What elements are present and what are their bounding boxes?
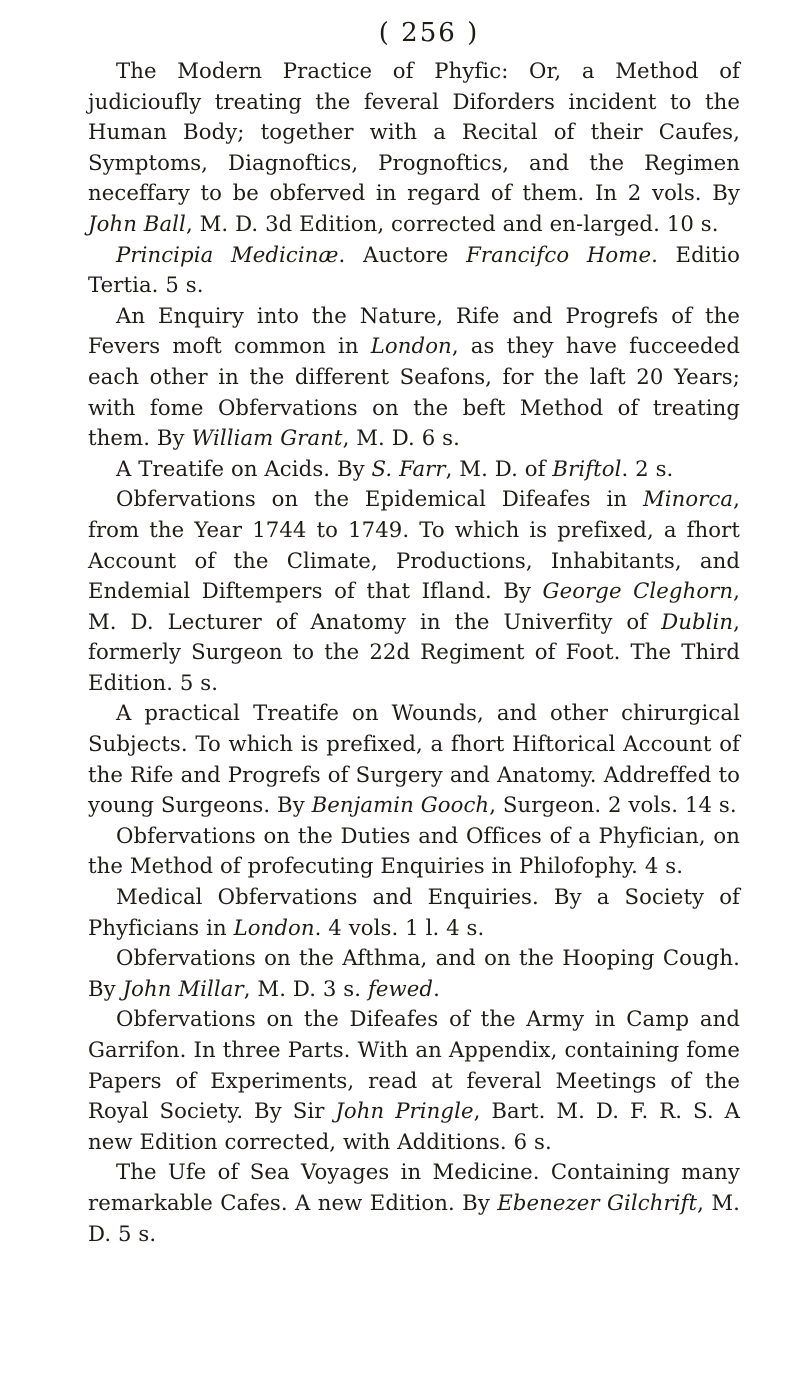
entry-text-3: , M. D. Lecturer of Anatomy in the Univerfity of (88, 578, 740, 634)
entry-tail: , formerly Surgeon to the 22d Regiment of Foot. The Third Edition. 5 s. (88, 608, 740, 695)
entry-author: George Cleghorn (542, 578, 734, 604)
entry-place: London (370, 333, 452, 359)
entry-text: Obfervations on the Difeafes of the Army in Camp and Garrifon. In three Parts. With an Appendix, containing fome Papers of Experiments, read at feveral Meetings of the Royal Society. By Sir (88, 1006, 740, 1124)
entry-author: Ebenezer Gilchrift (497, 1189, 698, 1215)
entry-text-2: , as they have fucceeded each other in the different Seafons, for the laft 20 Years; with fome Obfervations on the beft Method of treating them. By (88, 333, 741, 451)
entry-text: Medical Obfervations and Enquiries. By a Society of Phyficians in (88, 884, 740, 940)
page-number: ( 256 ) (378, 18, 480, 48)
entry-author: S. Farr (371, 455, 446, 481)
entry-sea-voyages-in-medicine (88, 1157, 740, 1249)
entry-note: fewed (367, 975, 434, 1001)
entry-epidemical-diseases-minorca (88, 484, 740, 698)
entry-tail: . 2 s. (621, 455, 674, 481)
entry-title: Principia Medicinæ (116, 241, 339, 267)
entry-diseases-of-the-army (88, 1004, 740, 1157)
entry-text-2: , from the Year 1744 to 1749. To which is prefixed, a fhort Account of the Climate, Productions, Inhabitants, and Endemial Diftempers of that Ifland. By (88, 486, 740, 604)
entry-text: An Enquiry into the Nature, Rife and Progrefs of the Fevers moft common in (88, 302, 740, 359)
entry-author: John Ball (88, 210, 186, 236)
entry-modern-practice-of-physic (88, 56, 740, 240)
entry-text: Obfervations on the Epidemical Difeafes in (116, 486, 643, 512)
entry-tail: , M. D. 5 s. (88, 1189, 740, 1246)
entry-tail: . Editio Tertia. 5 s. (88, 241, 741, 298)
entry-author: Benjamin Gooch (311, 792, 490, 818)
entry-text: The Ufe of Sea Voyages in Medicine. Containing many remarkable Cafes. A new Edition. By (88, 1159, 740, 1215)
entry-treatise-on-acids (88, 454, 740, 485)
entry-author: William Grant (191, 425, 343, 451)
entry-place-2: Dublin (661, 608, 734, 634)
entry-author: Francifco Home (466, 241, 652, 267)
entry-duties-of-a-physician (88, 821, 740, 882)
entry-tail: , Surgeon. 2 vols. 14 s. (489, 792, 737, 818)
entry-asthma-and-hooping-cough (88, 943, 740, 1004)
entry-text: . Auctore (338, 241, 467, 267)
entry-principia-medicinae (88, 240, 740, 301)
entry-text: The Modern Practice of Phyfic: Or, a Method of judicioufly treating the feveral Diforders incident to the Human Body; together with a Recital of their Caufes, Symptoms, Diagnoftics, Prognoftics, and the Regimen neceffary to be obferved in regard of them. In 2 vols. By (88, 58, 740, 206)
entry-place: Briftol (552, 455, 622, 481)
entry-medical-observations (88, 882, 740, 943)
entry-tail: . (433, 975, 440, 1001)
entry-author: John Pringle (335, 1098, 474, 1124)
entry-enquiry-into-fevers (88, 301, 740, 454)
entry-text: Obfervations on the Afthma, and on the Hooping Cough. By (88, 945, 740, 1001)
entry-text-2: , M. D. 3 s. (243, 975, 368, 1001)
entry-text-2: , M. D. of (445, 455, 553, 481)
entry-author: John Millar (122, 975, 244, 1001)
entry-place: London (233, 914, 315, 940)
entry-tail: , M. D. 6 s. (342, 425, 460, 451)
entry-text: A Treatife on Acids. By (116, 455, 372, 481)
entry-tail: , M. D. 3d Edition, corrected and en-larged. 10 s. (185, 210, 719, 236)
entry-tail: . 4 vols. 1 l. 4 s. (314, 914, 485, 940)
entry-place: Minorca (642, 486, 734, 512)
entry-tail: , Bart. M. D. F. R. S. A new Edition corrected, with Additions. 6 s. (88, 1098, 740, 1154)
entry-text: Obfervations on the Duties and Offices of a Phyfician, on the Method of profecuting Enquiries in Philofophy. 4 s. (88, 822, 740, 879)
entry-treatise-on-wounds (88, 698, 740, 820)
entry-text: A practical Treatife on Wounds, and other chirurgical Subjects. To which is prefixed, a fhort Hiftorical Account of the Rife and Progrefs of Surgery and Anatomy. Addreffed to young Surgeons. By (88, 700, 740, 818)
